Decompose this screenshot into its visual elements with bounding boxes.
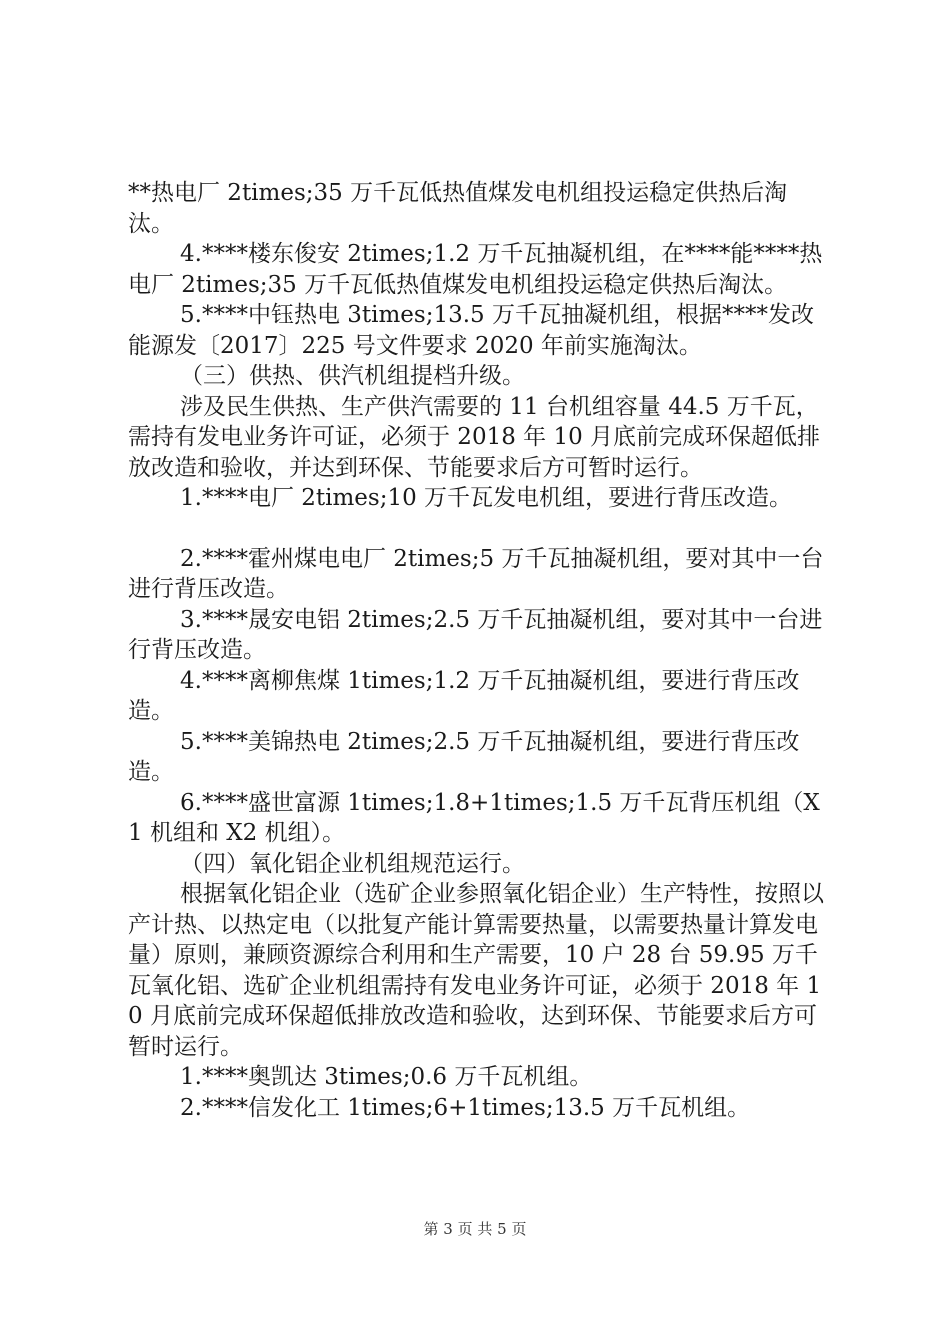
paragraph-s3-item-4: 4.****离柳焦煤 1times;1.2 万千瓦抽凝机组，要进行背压改造。 — [128, 667, 800, 724]
page-number-footer: 第 3 页 共 5 页 — [423, 1220, 527, 1238]
paragraph-s3-item-2: 2.****霍州煤电电厂 2times;5 万千瓦抽凝机组，要对其中一台进行背压改造。 — [128, 545, 824, 602]
paragraph-continuation: **热电厂 2times;35 万千瓦低热值煤发电机组投运稳定供热后淘汰。 — [128, 180, 788, 237]
section-heading-3: （三）供热、供汽机组提档升级。 — [180, 363, 525, 389]
paragraph-section-3-intro: 涉及民生供热、生产供汽需要的 11 台机组容量 44.5 万千瓦，需持有发电业务许可证，必须于 2018 年 10 月底前完成环保超低排放改造和验收，并达到环保、节能要求后方可暂时运行。 — [128, 393, 821, 481]
paragraph-s3-item-3: 3.****晟安电铝 2times;2.5 万千瓦抽凝机组，要对其中一台进行背压改造。 — [128, 606, 823, 663]
paragraph-s3-item-1: 1.****电厂 2times;10 万千瓦发电机组，要进行背压改造。 — [180, 485, 793, 511]
paragraph-s4-item-1: 1.****奥凯达 3times;0.6 万千瓦机组。 — [180, 1064, 593, 1090]
paragraph-s3-item-5: 5.****美锦热电 2times;2.5 万千瓦抽凝机组，要进行背压改造。 — [128, 728, 800, 785]
paragraph-s4-item-2: 2.****信发化工 1times;6+1times;13.5 万千瓦机组。 — [180, 1094, 751, 1121]
document-body — [128, 178, 828, 1123]
paragraph-s3-item-6: 6.****盛世富源 1times;1.8+1times;1.5 万千瓦背压机组（X1 机组和 X2 机组）。 — [128, 789, 820, 846]
section-heading-4: （四）氧化铝企业机组规范运行。 — [180, 850, 525, 877]
paragraph-section-4-intro: 根据氧化铝企业（选矿企业参照氧化铝企业）生产特性，按照以产计热、以热定电（以批复产能计算需要热量，以需要热量计算发电量）原则，兼顾资源综合利用和生产需要，10 户 28 台 59.95 万千瓦氧化铝、选矿企业机组需持有发电业务许可证，必须于 2018 年 10 月底前完成环保超低排放改造和验收，达到环保、节能要求后方可暂时运行。 — [128, 881, 824, 1060]
paragraph-item-5: 5.****中钰热电 3times;13.5 万千瓦抽凝机组，根据****发改能源发〔2017〕225 号文件要求 2020 年前实施淘汰。 — [128, 302, 814, 359]
paragraph-item-4: 4.****楼东俊安 2times;1.2 万千瓦抽凝机组，在****能****热电厂 2times;35 万千瓦低热值煤发电机组投运稳定供热后淘汰。 — [128, 241, 823, 298]
